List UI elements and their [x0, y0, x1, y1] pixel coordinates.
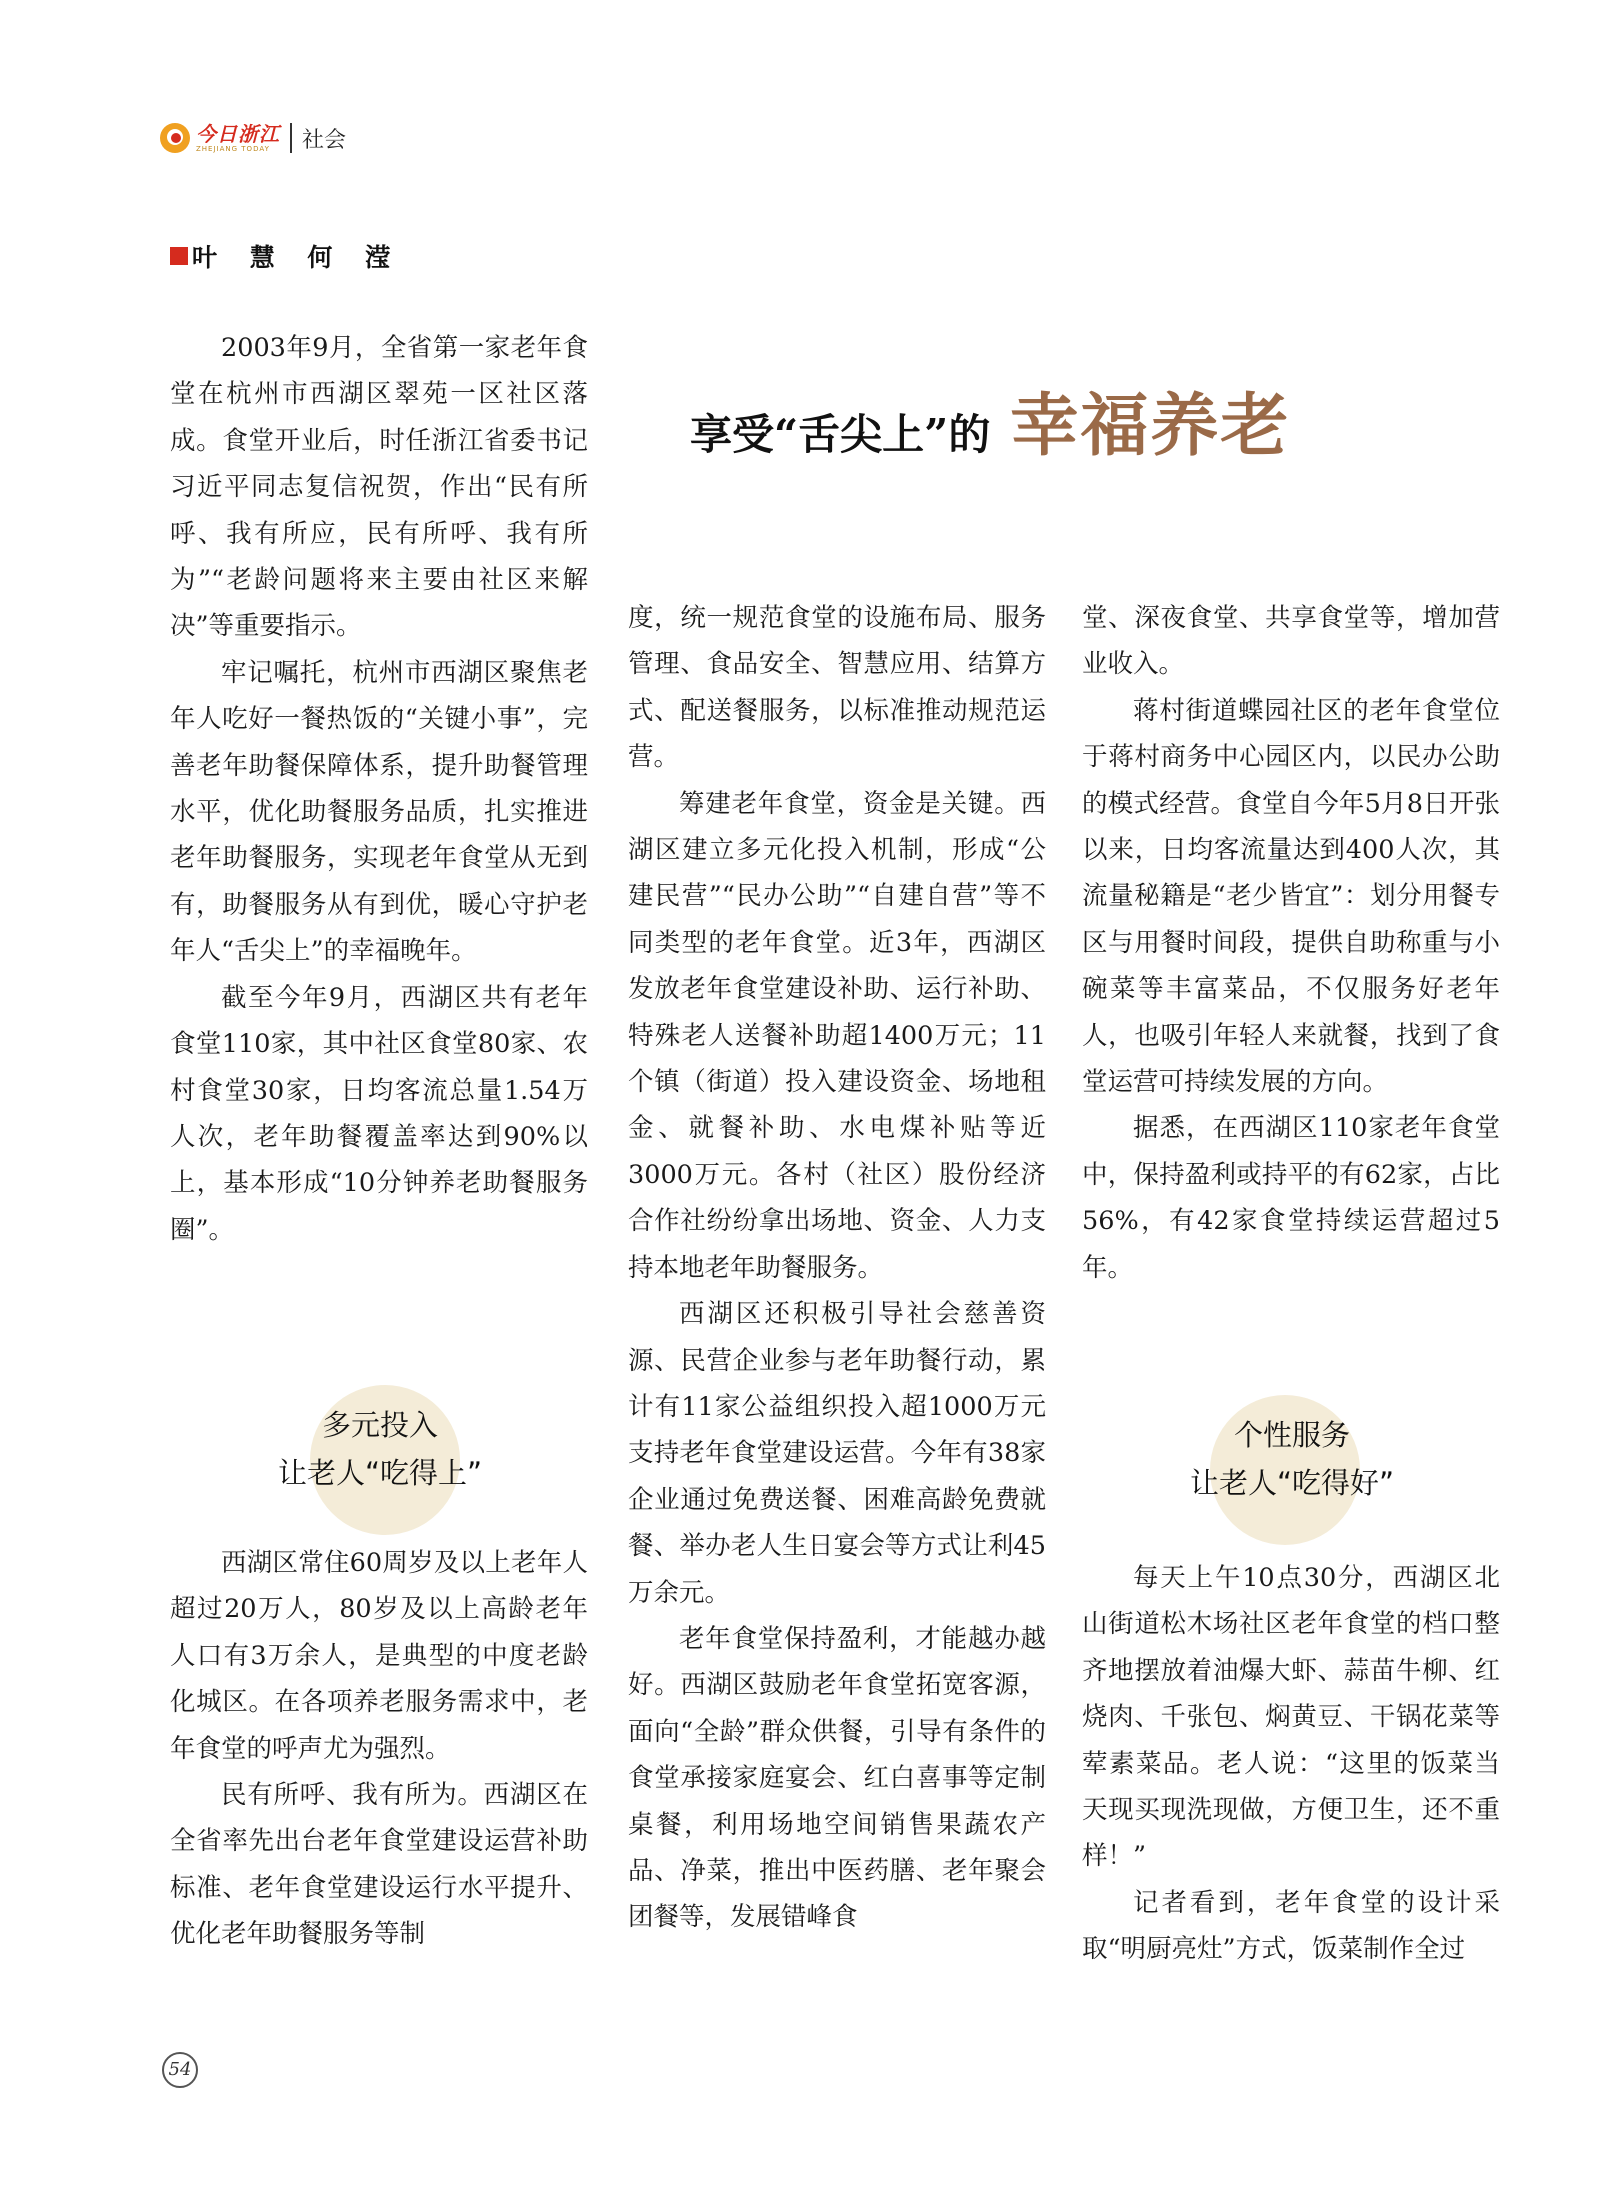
header-divider — [290, 123, 292, 153]
column-1-bottom — [170, 1540, 588, 1958]
paragraph: 西湖区还积极引导社会慈善资源、民营企业参与老年助餐行动，累计有11家公益组织投入超1000万元支持老年食堂建设运营。今年有38家企业通过免费送餐、困难高龄免费就餐、举办老人生日宴会等方式让利45万余元。 — [628, 1299, 1046, 1608]
paragraph: 蒋村街道蝶园社区的老年食堂位于蒋村商务中心园区内，以民办公助的模式经营。食堂自今年5月8日开张以来，日均客流量达到400人次，其流量秘籍是“老少皆宜”：划分用餐专区与用餐时间段，提供自助称重与小碗菜等丰富菜品，不仅服务好老年人，也吸引年轻人来就餐，找到了食堂运营可持续发展的方向。 — [1082, 695, 1500, 1098]
section-name: 社会 — [302, 127, 347, 153]
paragraph: 民有所呼、我有所为。西湖区在全省率先出台老年食堂建设运营补助标准、老年食堂建设运行水平提升、优化老年助餐服务等制 — [170, 1780, 588, 1950]
paragraph: 堂、深夜食堂、共享食堂等，增加营业收入。 — [1082, 603, 1500, 680]
paragraph: 截至今年9月，西湖区共有老年食堂110家，其中社区食堂80家、农村食堂30家，日均客流总量1.54万人次，老年助餐覆盖率达到90%以上，基本形成“10分钟养老助餐服务圈”。 — [170, 982, 588, 1245]
subheading-line-2: 让老人“吃得上” — [277, 1456, 483, 1490]
paragraph: 老年食堂保持盈利，才能越办越好。西湖区鼓励老年食堂拓宽客源，面向“全龄”群众供餐，引导有条件的食堂承接家庭宴会、红白喜事等定制桌餐，利用场地空间销售果蔬农产品、净菜，推出中医药膳、老年聚会团餐等，发展错峰食 — [628, 1623, 1046, 1933]
column-2 — [628, 595, 1046, 1941]
paragraph: 牢记嘱托，杭州市西湖区聚焦老年人吃好一餐热饭的“关键小事”，完善老年助餐保障体系，提升助餐管理水平，优化助餐服务品质，扎实推进老年助餐服务，实现老年食堂从无到有，助餐服务从有到优，暖心守护老年人“舌尖上”的幸福晚年。 — [170, 657, 588, 967]
paragraph: 据悉，在西湖区110家老年食堂中，保持盈利或持平的有62家，占比56%，有42家食堂持续运营超过5年。 — [1082, 1113, 1500, 1283]
page-number: 54 — [162, 2052, 198, 2088]
column-1-top — [170, 325, 588, 1253]
subheading-personalized-service — [1082, 1395, 1502, 1545]
paragraph: 度，统一规范食堂的设施布局、服务管理、食品安全、智慧应用、结算方式、配送餐服务，以标准推动规范运营。 — [628, 603, 1046, 773]
red-square-icon — [170, 247, 188, 265]
paragraph: 2003年9月，全省第一家老年食堂在杭州市西湖区翠苑一区社区落成。食堂开业后，时任浙江省委书记习近平同志复信祝贺，作出“民有所呼、我有所应，民有所呼、我有所为”“老龄问题将来主要由社区来解决”等重要指示。 — [170, 333, 588, 642]
byline — [170, 238, 402, 274]
subheading-line-1: 多元投入 — [321, 1408, 438, 1442]
subheading-diverse-investment — [170, 1385, 590, 1535]
paragraph: 西湖区常住60周岁及以上老年人超过20万人，80岁及以上高龄老年人口有3万余人，是典型的中度老龄化城区。在各项养老服务需求中，老年食堂的呼声尤为强烈。 — [170, 1548, 588, 1764]
paragraph: 每天上午10点30分，西湖区北山街道松木场社区老年食堂的档口整齐地摆放着油爆大虾、蒜苗牛柳、红烧肉、千张包、焖黄豆、干锅花菜等荤素菜品。老人说：“这里的饭菜当天现买现洗现做，方便卫生，还不重样！” — [1082, 1563, 1500, 1872]
title-part-1: 享受“舌尖上”的 — [690, 410, 991, 459]
page-header — [160, 118, 346, 158]
title-part-2: 幸福养老 — [1010, 386, 1291, 466]
subheading-line-1: 个性服务 — [1233, 1418, 1350, 1452]
logo-text: 今日浙江 — [196, 121, 280, 146]
column-3-top — [1082, 595, 1500, 1291]
subheading-line-2: 让老人“吃得好” — [1189, 1466, 1395, 1500]
column-3-bottom — [1082, 1555, 1500, 1973]
author-names: 叶 慧 何 滢 — [192, 243, 403, 272]
logo-subtext: ZHEJIANG TODAY — [196, 144, 270, 153]
paragraph: 记者看到，老年食堂的设计采取“明厨亮灶”方式，饭菜制作全过 — [1082, 1887, 1500, 1965]
article-title — [690, 372, 1290, 469]
sun-logo-icon — [160, 123, 190, 153]
paragraph: 筹建老年食堂，资金是关键。西湖区建立多元化投入机制，形成“公建民营”“民办公助”“自建自营”等不同类型的老年食堂。近3年，西湖区发放老年食堂建设补助、运行补助、特殊老人送餐补助超1400万元；11个镇（街道）投入建设资金、场地租金、就餐补助、水电煤补贴等近3000万元。各村（社区）股份经济合作社纷纷拿出场地、资金、人力支持本地老年助餐服务。 — [628, 788, 1046, 1283]
publication-logo — [160, 123, 280, 153]
